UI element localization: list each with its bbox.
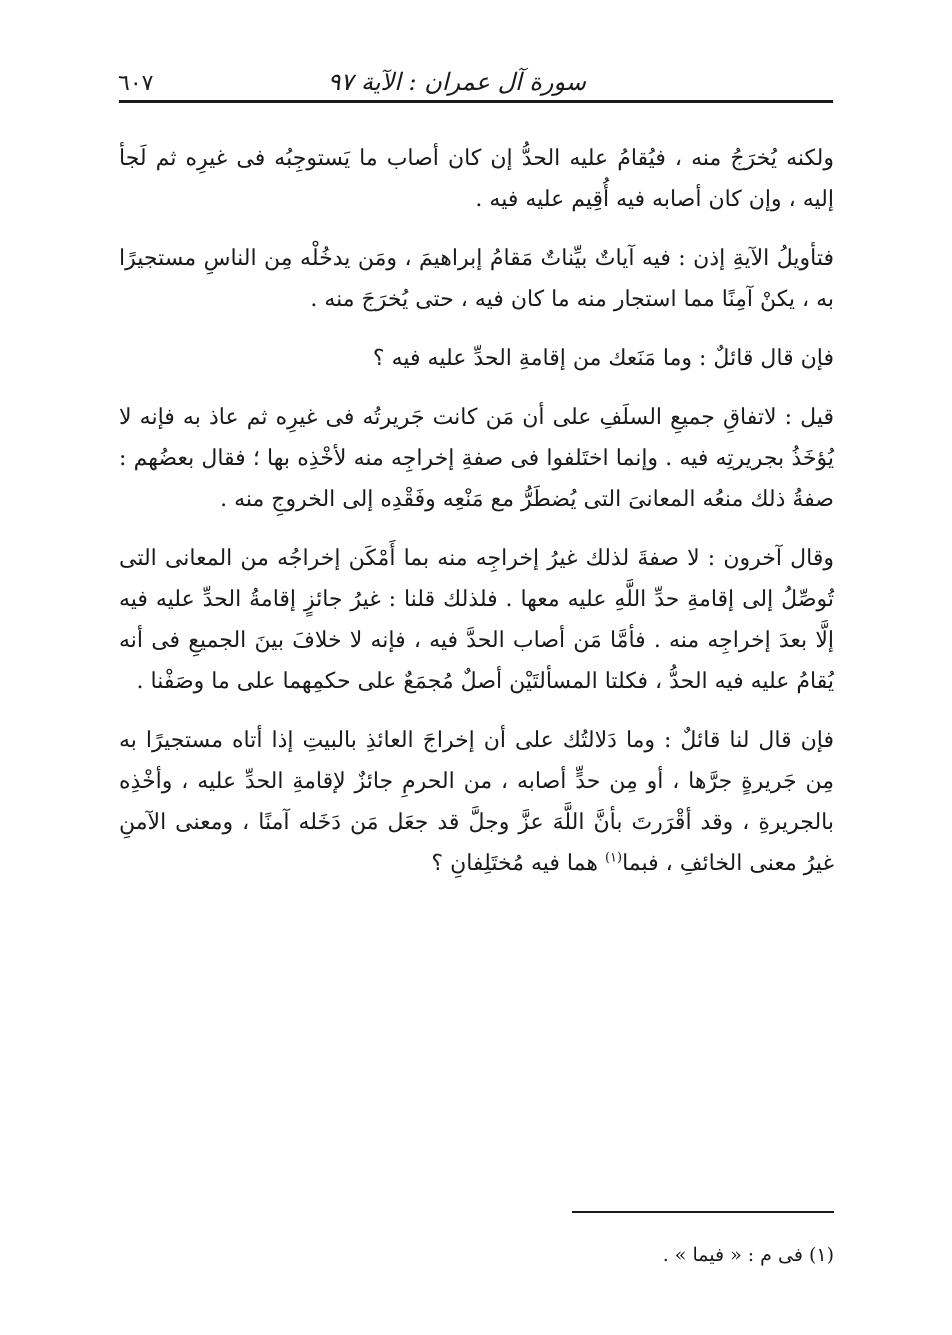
paragraph-with-footnote [119,720,834,884]
header-title: سورة آل عمران : الآية ٩٧ [327,68,586,96]
header-rule [119,100,833,103]
running-header [118,52,834,96]
paragraph: ولكنه يُخرَجُ منه ، فيُقامُ عليه الحدُّ إن كان أصاب ما يَستوجِبُه فى غيرِه ثم لَجأ إليه ، وإن كان أصابه فيه أُقِيم عليه فيه . [119,146,834,212]
paragraph: فإن قال قائلٌ : وما مَنَعك من إقامةِ الحدِّ عليه فيه ؟ [372,346,834,371]
paragraph: وقال آخرون : لا صفةَ لذلك غيرُ إخراجِه منه بما أَمْكَن إخراجُه من المعانى التى تُوصِّلُ إلى إقامةِ حدِّ اللَّهِ عليه معها . فلذلك قلنا : غيرُ جائزٍ إقامةُ الحدِّ عليه فيه إلَّا بعدَ إخراجِه منه . فأمَّا مَن أصاب الحدَّ فيه ، فإنه لا خلافَ بينَ الجميعِ فى أنه يُقامُ عليه فيه الحدُّ ، فكلتا المسألتَيْن أصلٌ مُجمَعٌ على حكمِهما على ما وصَفْنا . [119,546,834,694]
paragraph: فتأويلُ الآيةِ إذن : فيه آياتٌ بيِّناتٌ مَقامُ إبراهيمَ ، ومَن يدخُلْه مِن الناسِ مستجيرًا به ، يكنْ آمِنًا مما استجار منه ما كان فيه ، حتى يُخرَجَ منه . [119,246,834,312]
paragraph-tail: هما فيه مُختَلِفانِ ؟ [431,851,598,876]
body-text [119,138,834,902]
footnote-marker: (١) [604,850,623,866]
footnote-rule [572,1211,834,1213]
footnote: (١) فى م : « فيما » . [662,1244,834,1266]
paragraph: قيل : لاتفاقِ جميعِ السلَفِ على أن مَن كانت جَريرتُه فى غيرِه ثم عاذ به فإنه لا يُؤخَذُ بجريرتِه فيه . وإنما اختَلفوا فى صفةِ إخراجِه منه لأخْذِه بها ؛ فقال بعضُهم : صفةُ ذلك منعُه المعانىَ التى يُضطَرُّ مع مَنْعِه وفَقْدِه إلى الخروجِ منه . [119,405,834,512]
page-number: ٦٠٧ [118,71,154,96]
paragraph-text: فإن قال لنا قائلٌ : وما دَلالتُك على أن إخراجَ العائذِ بالبيتِ إذا أتاه مستجيرًا به مِن جَريرةٍ جرَّها ، أو مِن حدٍّ أصابه ، من الحرمِ جائزٌ لإقامةِ الحدِّ عليه ، وأخْذِه بالجريرةِ ، وقد أقْرَرتَ بأنَّ اللَّهَ عزَّ وجلَّ قد جعَل مَن دَخَله آمنًا ، ومعنى الآمنِ غيرُ معنى الخائفِ ، فبما [119,728,834,876]
